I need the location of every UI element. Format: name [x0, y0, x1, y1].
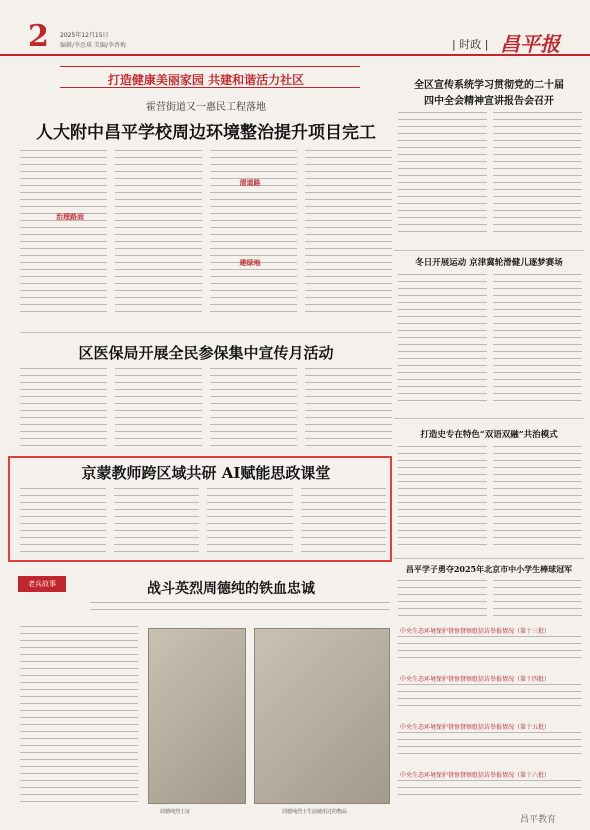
- notice-14[interactable]: 中央生态环境保护督察督察组信访举报情况（第十四批）: [400, 676, 551, 683]
- article4-body: [20, 626, 138, 816]
- article3-headline: 京蒙教师跨区域共研 AI赋能思政课堂: [81, 464, 331, 482]
- side-title-3: 建绿地: [239, 259, 261, 267]
- section-name: | 时政 |: [452, 38, 489, 51]
- martyr-certificate-photo: [148, 628, 246, 804]
- right-divider-3: [394, 558, 584, 559]
- date-line: 2025年12月15日: [60, 32, 109, 39]
- notice-13-body: [398, 636, 582, 668]
- article3-body: [20, 488, 386, 558]
- column-tag: 老兵故事: [18, 576, 66, 592]
- masthead: [0, 0, 590, 56]
- watermark: 昌平教育: [520, 815, 557, 825]
- right-head4: 昌平学子勇夺2025年北京市中小学生棒球冠军: [405, 564, 573, 574]
- right-head2: 冬日开展运动 京津冀轮滑健儿逐梦赛场: [415, 258, 563, 268]
- right-article4-body: [398, 580, 582, 624]
- notice-15-body: [398, 732, 582, 764]
- right-divider-1: [394, 250, 584, 251]
- article2-headline: 区医保局开展全民参保集中宣传月活动: [78, 344, 334, 362]
- notice-15[interactable]: 中央生态环境保护督察督察组信访举报情况（第十五批）: [400, 724, 551, 731]
- notice-14-body: [398, 684, 582, 716]
- right-head1-line1: 全区宣传系统学习贯彻党的二十届: [414, 80, 564, 91]
- divider-1: [20, 332, 392, 333]
- notice-16-body: [398, 780, 582, 808]
- notice-13[interactable]: 中央生态环境保护督察督察组信访举报情况（第十三批）: [400, 628, 551, 635]
- article1-col2: [115, 150, 202, 326]
- right-head3: 打造史专在特色“双语双融”共治模式: [420, 430, 558, 440]
- right-divider-2: [394, 418, 584, 419]
- article1-body: [20, 150, 392, 326]
- article2-body: [20, 368, 392, 452]
- side-title-2: 清道路: [239, 179, 261, 187]
- article1-headline: 人大附中昌平学校周边环境整治提升项目完工: [36, 123, 376, 143]
- right-article1-body: [398, 112, 582, 242]
- photo-caption-1: 周德纯烈士证: [160, 809, 191, 815]
- article4-headline: 战斗英烈周德纯的铁血忠诚: [147, 581, 315, 597]
- martyr-belongings-photo: [254, 628, 390, 804]
- right-head1-line2: 四中全会精神宣讲报告会召开: [424, 96, 554, 107]
- right-article2-body: [398, 274, 582, 412]
- article4-lead: [90, 602, 390, 622]
- article1-col4: [305, 150, 392, 326]
- article1-col1: [20, 150, 107, 326]
- right-article3-body: [398, 446, 582, 552]
- article1-kicker: 打造健康美丽家园 共建和谐活力社区: [107, 73, 305, 87]
- editor-line: 编辑/李思琪 美编/李香梅: [60, 42, 126, 49]
- notice-16[interactable]: 中央生态环境保护督察督察组信访举报情况（第十六批）: [400, 772, 551, 779]
- side-title-1: 治理路面: [56, 213, 84, 221]
- article1-subhead: 霍营街道又一惠民工程落地: [146, 102, 266, 113]
- photo-caption-2: 周德纯烈士生前使用过的物品: [282, 809, 348, 815]
- paper-logo: 昌平报: [500, 32, 560, 56]
- article1-col3: [210, 150, 297, 326]
- page-number: 2: [28, 19, 49, 54]
